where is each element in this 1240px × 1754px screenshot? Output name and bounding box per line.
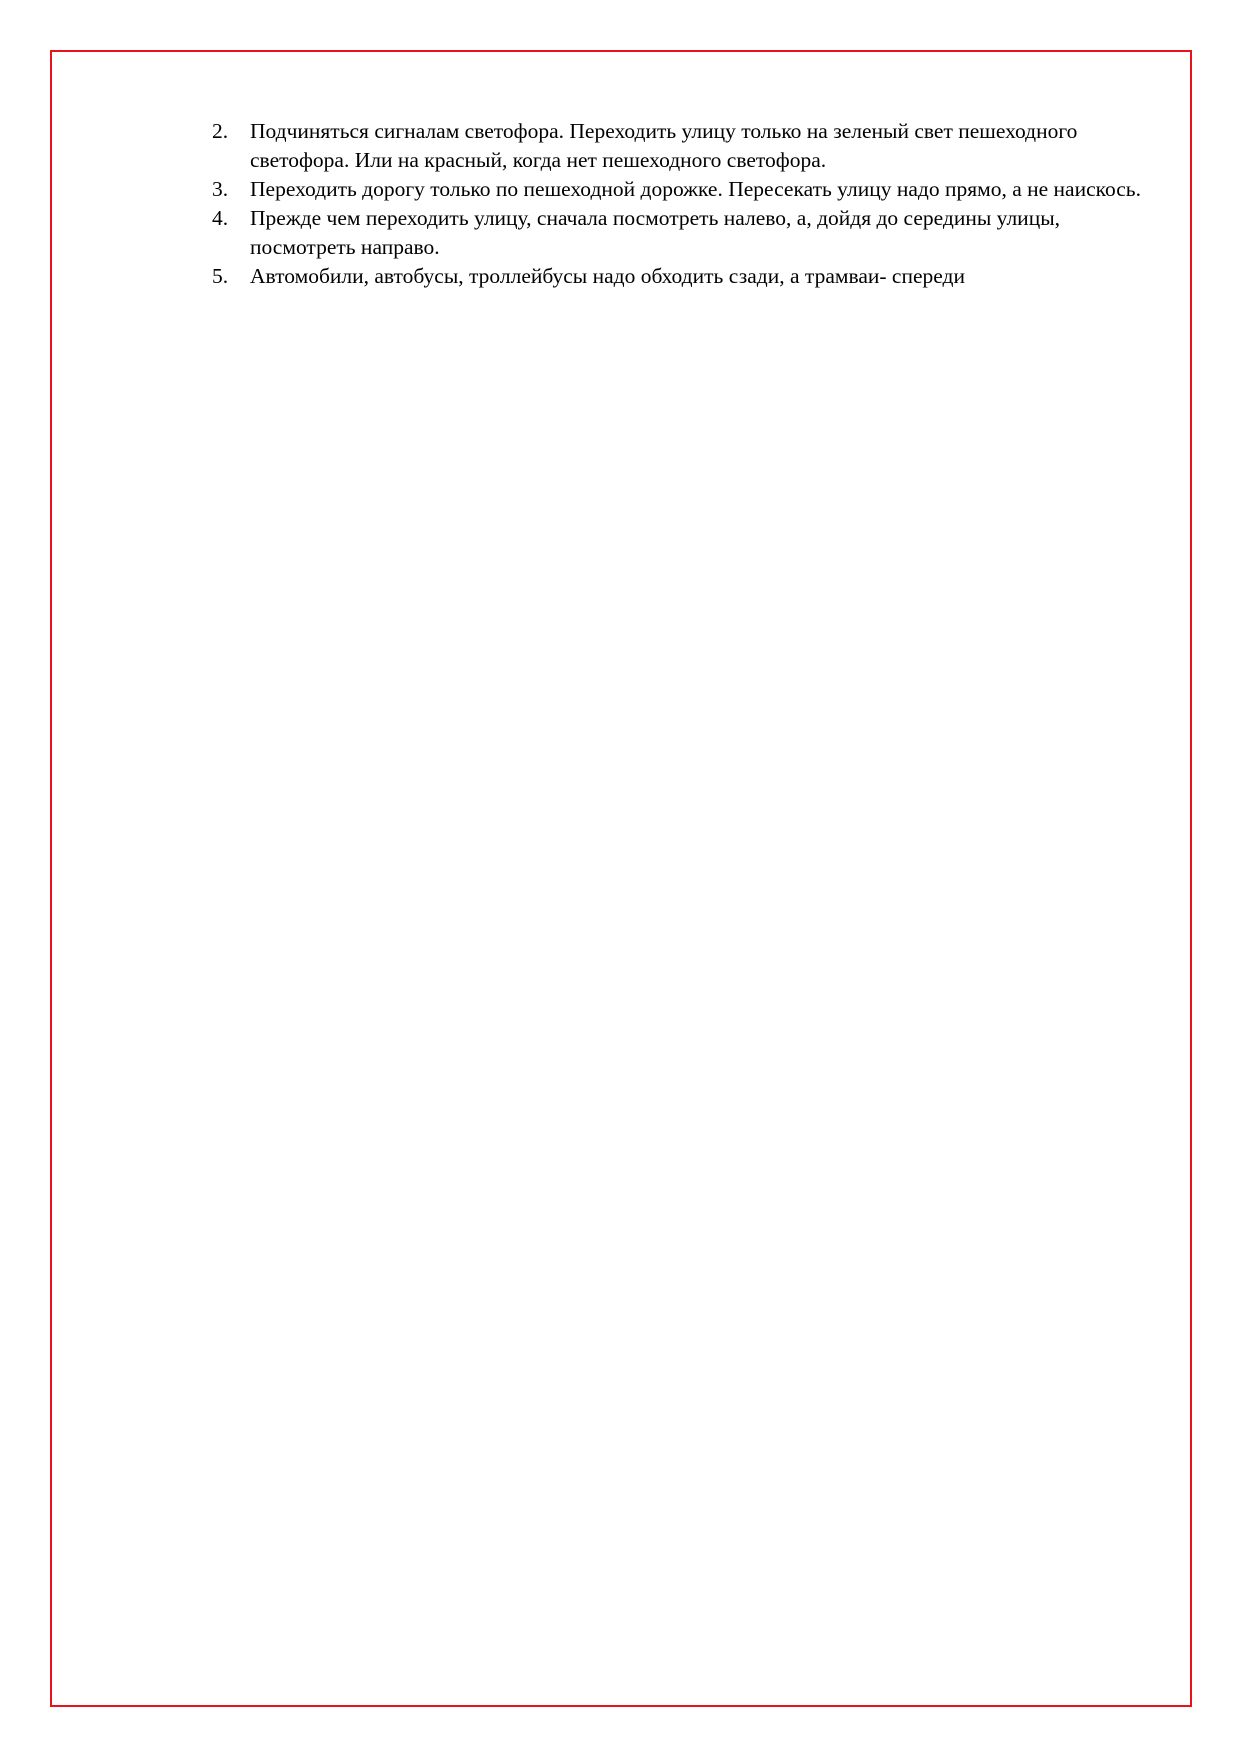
traffic-rules-list: [212, 117, 1162, 291]
list-item-number: 3.: [212, 177, 229, 201]
list-item-text: Подчиняться сигналам светофора. Переходить улицу только на зеленый свет пешеходного светофора. Или на красный, когда нет пешеходного светофора.: [250, 119, 1078, 172]
list-item: [212, 175, 1162, 204]
list-item-number: 4.: [212, 206, 229, 230]
list-item: [212, 204, 1162, 262]
list-item: [212, 262, 1162, 291]
list-item-text: Прежде чем переходить улицу, сначала посмотреть налево, а, дойдя до середины улицы, посмотреть направо.: [250, 206, 1061, 259]
list-item: [212, 117, 1162, 175]
list-item-number: 5.: [212, 264, 229, 288]
list-item-text: Переходить дорогу только по пешеходной дорожке. Пересекать улицу надо прямо, а не наискось.: [250, 177, 1141, 201]
page-border-frame: [50, 50, 1192, 1707]
list-item-number: 2.: [212, 119, 229, 143]
list-item-text: Автомобили, автобусы, троллейбусы надо обходить сзади, а трамваи- спереди: [250, 264, 965, 288]
